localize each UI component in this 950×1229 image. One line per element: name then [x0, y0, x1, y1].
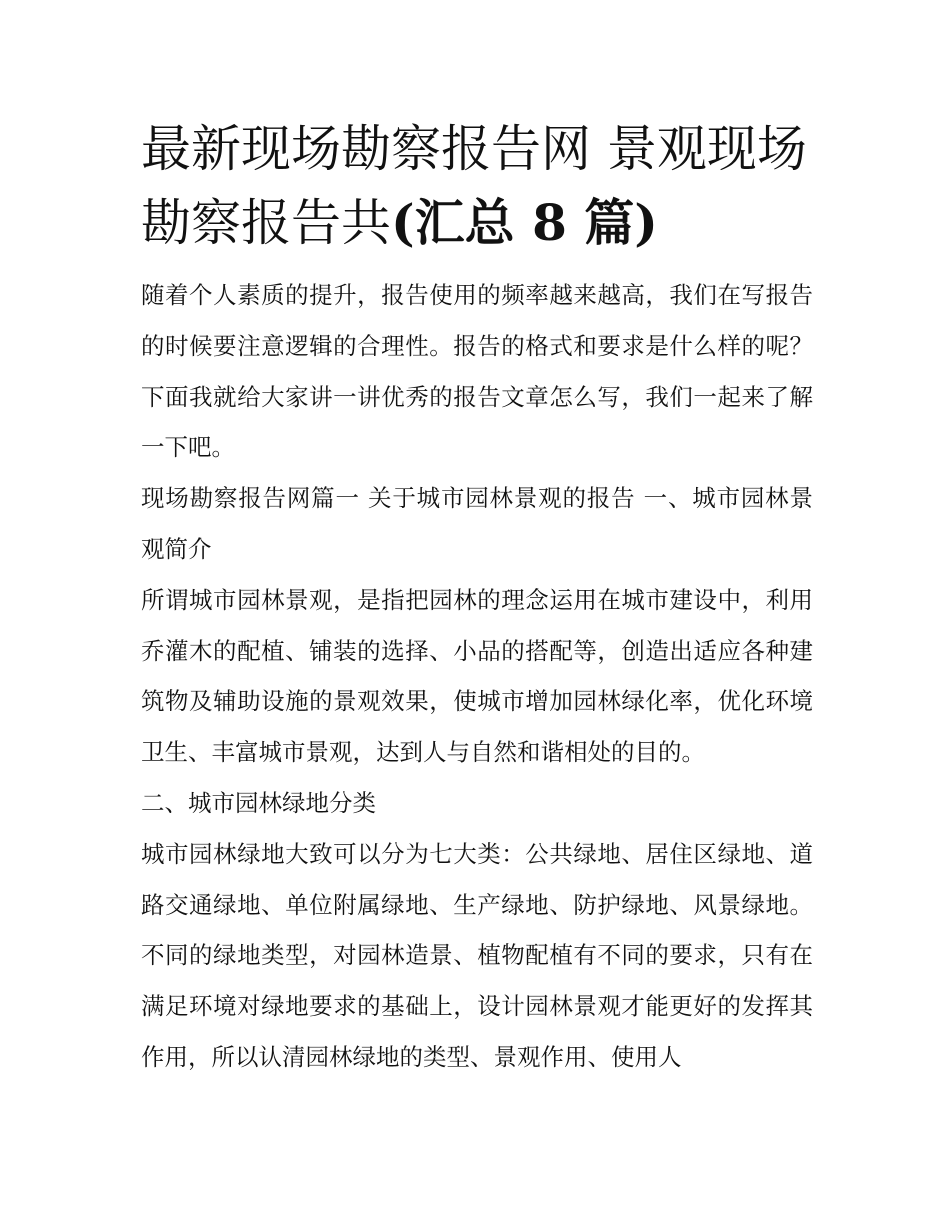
paragraph-green-space-types: 城市园林绿地大致可以分为七大类：公共绿地、居住区绿地、道路交通绿地、单位附属绿地、生产绿地、防护绿地、风景绿地。不同的绿地类型，对园林造景、植物配植有不同的要求，只有在满足环境对绿地要求的基础上，设计园林景观才能更好的发挥其作用，所以认清园林绿地的类型、景观作用、使用人 — [141, 839, 813, 1071]
title-suffix: (汇总 8 篇) — [391, 193, 658, 252]
title-main: 最新现场勘察报告网 景观现场勘察报告共 — [141, 120, 807, 252]
document-content — [141, 112, 813, 1083]
paragraph-landscape-definition: 所谓城市园林景观，是指把园林的理念运用在城市建设中，利用乔灌木的配植、铺装的选择、小品的搭配等，创造出适应各种建筑物及辅助设施的景观效果，使城市增加园林绿化率，优化环境卫生、丰富城市景观，达到人与自然和谐相处的目的。 — [141, 585, 813, 767]
document-title — [141, 112, 813, 260]
document-body — [141, 270, 813, 1083]
paragraph-intro: 随着个人素质的提升，报告使用的频率越来越高，我们在写报告的时候要注意逻辑的合理性。报告的格式和要求是什么样的呢？下面我就给大家讲一讲优秀的报告文章怎么写，我们一起来了解一下吧。 — [141, 281, 813, 462]
paragraph-section-heading-1: 现场勘察报告网篇一 关于城市园林景观的报告 一、城市园林景观简介 — [141, 484, 813, 563]
paragraph-section-heading-2: 二、城市园林绿地分类 — [141, 788, 376, 817]
